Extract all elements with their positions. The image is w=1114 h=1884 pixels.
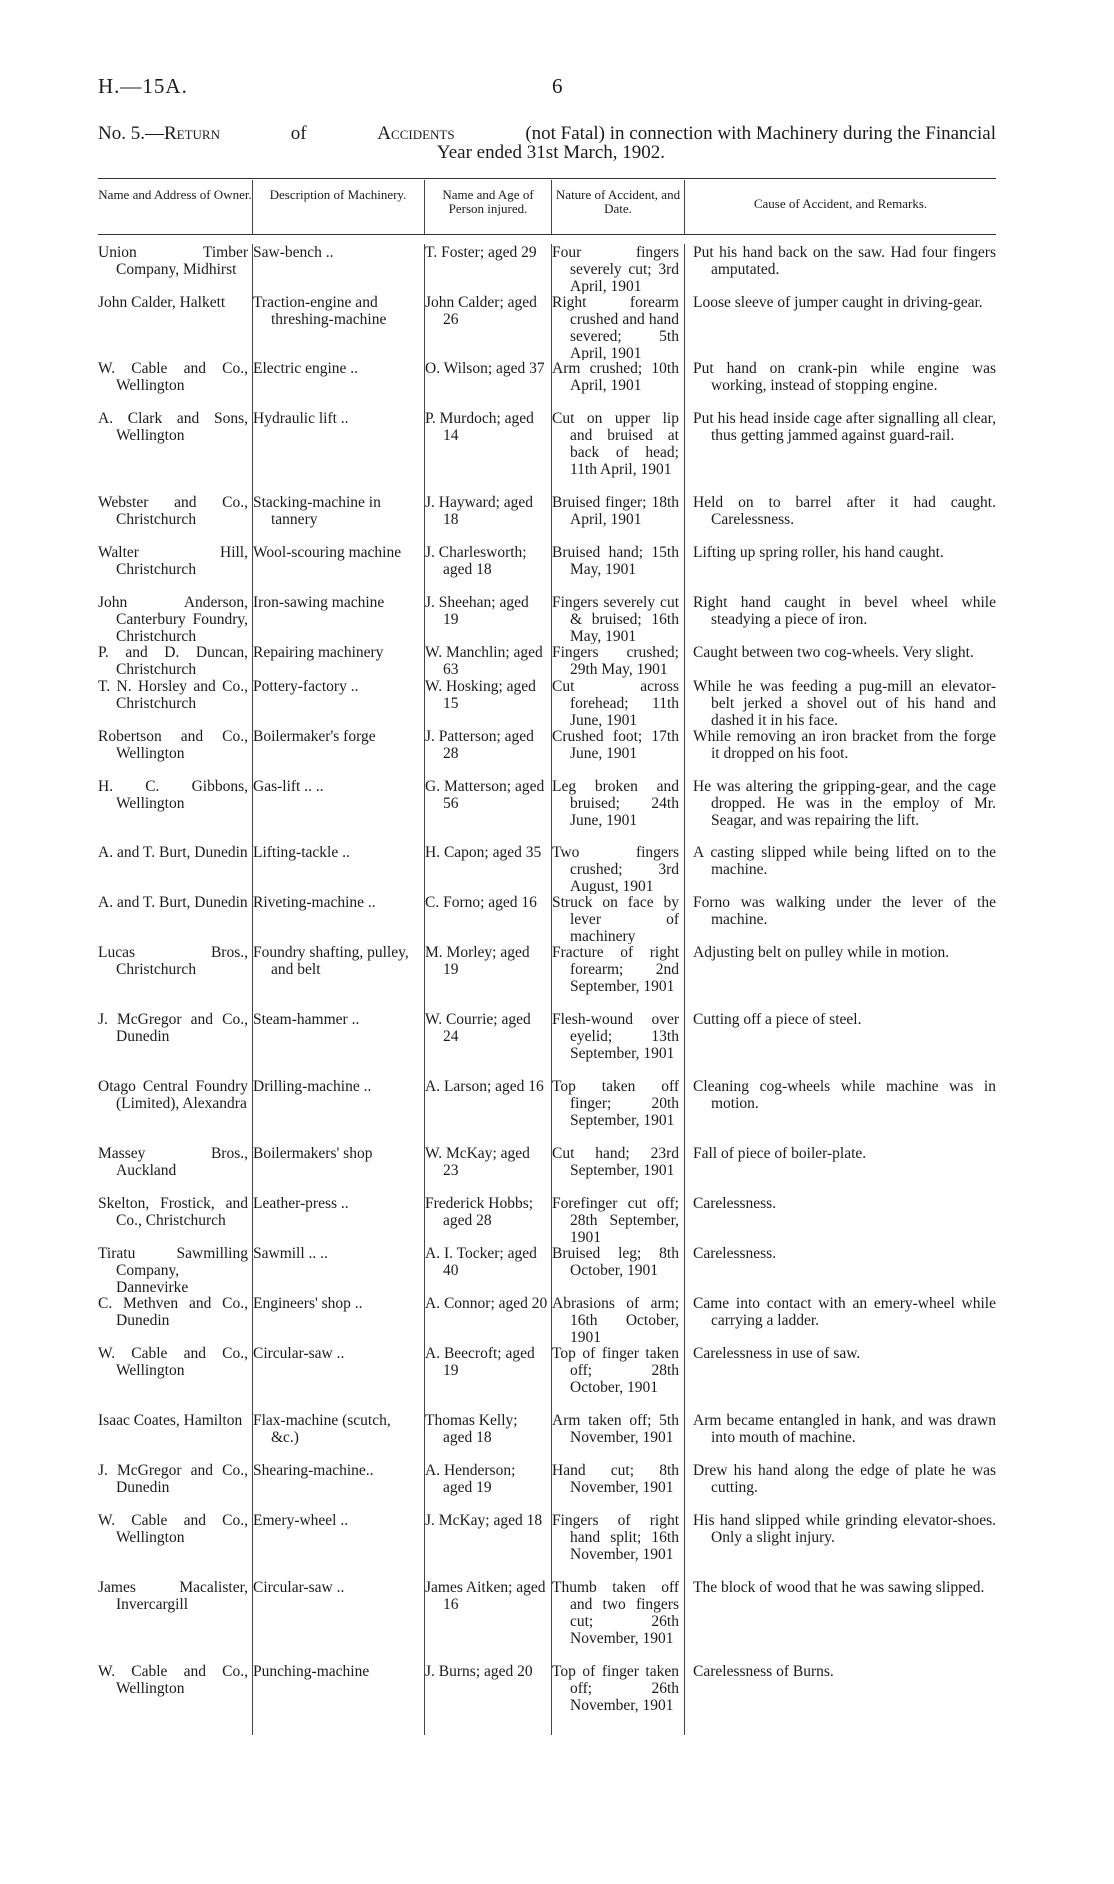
nature-cell: Abrasions of arm; 16th October, 1901 (551, 1295, 684, 1345)
column-header-nature: Nature of Accident, and Date. (555, 187, 681, 216)
nature-cell: Fingers severely cut & bruised; 16th May, 1901 (551, 594, 684, 644)
nature-cell: Right forearm crushed and hand severed; 5th April, 1901 (551, 294, 684, 360)
nature-cell: Top taken off finger; 20th September, 1901 (551, 1078, 684, 1145)
table-row (98, 1078, 996, 1145)
table-row (98, 410, 996, 494)
accidents-table (98, 244, 996, 1735)
table-row (98, 360, 996, 410)
person-cell: W. Hosking; aged 15 (424, 678, 551, 728)
nature-cell: Bruised hand; 15th May, 1901 (551, 544, 684, 594)
cause-cell: Forno was walking under the lever of the machine. (684, 894, 996, 944)
column-header-owner: Name and Address of Owner. (98, 187, 252, 202)
owner-cell: Otago Central Foundry (Limited), Alexandra (98, 1078, 248, 1112)
table-row (98, 1295, 996, 1345)
machinery-cell: Circular-saw .. (252, 1345, 424, 1412)
cause-cell: His hand slipped while grinding elevator-shoes. Only a slight injury. (684, 1512, 996, 1579)
person-cell: Frederick Hobbs; aged 28 (424, 1195, 551, 1245)
machinery-cell: Leather-press .. (252, 1195, 424, 1245)
cause-cell: Carelessness. (684, 1195, 996, 1245)
person-cell: A. Henderson; aged 19 (424, 1462, 551, 1512)
person-cell: J. Patterson; aged 28 (424, 728, 551, 778)
person-cell: J. Hayward; aged 18 (424, 494, 551, 544)
machinery-cell: Iron-sawing machine (252, 594, 424, 644)
nature-cell: Forefinger cut off; 28th September, 1901 (551, 1195, 684, 1245)
cause-cell: Drew his hand along the edge of plate he was cutting. (684, 1462, 996, 1512)
title-accidents: Accidents (377, 123, 455, 144)
cause-cell: Put his head inside cage after signalling all clear, thus getting jammed against guard-rail. (684, 410, 996, 494)
machinery-cell: Shearing-machine.. (252, 1462, 424, 1512)
cause-cell: Put hand on crank-pin while engine was working, instead of stopping engine. (684, 360, 996, 410)
nature-cell: Cut hand; 23rd September, 1901 (551, 1145, 684, 1195)
cause-cell: Held on to barrel after it had caught. Carelessness. (684, 494, 996, 544)
machinery-cell: Electric engine .. (252, 360, 424, 410)
table-row (98, 1579, 996, 1663)
table-row (98, 1512, 996, 1579)
person-cell: J. Charlesworth; aged 18 (424, 544, 551, 594)
cause-cell: The block of wood that he was sawing slipped. (684, 1579, 996, 1663)
owner-cell: John Calder, Halkett (98, 294, 226, 311)
machinery-cell: Stacking-machine in tannery (252, 494, 424, 544)
cause-cell: Cleaning cog-wheels while machine was in motion. (684, 1078, 996, 1145)
cause-cell: Carelessness. (684, 1245, 996, 1295)
cause-cell: He was altering the gripping-gear, and the cage dropped. He was in the employ of Mr. Seagar, and was repairing the lift. (684, 778, 996, 844)
person-cell: W. Manchlin; aged 63 (424, 644, 551, 678)
machinery-cell: Circular-saw .. (252, 1579, 424, 1663)
cause-cell: Right hand caught in bevel wheel while steadying a piece of iron. (684, 594, 996, 644)
cause-cell: Cutting off a piece of steel. (684, 1011, 996, 1078)
table-row (98, 778, 996, 844)
column-header-machinery: Description of Machinery. (269, 187, 407, 202)
machinery-cell: Saw-bench .. (252, 244, 424, 294)
person-cell: A. Connor; aged 20 (424, 1295, 551, 1345)
cause-cell: Adjusting belt on pulley while in motion. (684, 944, 996, 1011)
person-cell: W. McKay; aged 23 (424, 1145, 551, 1195)
column-header-cause: Cause of Accident, and Remarks. (753, 196, 928, 211)
person-cell: J. McKay; aged 18 (424, 1512, 551, 1579)
machinery-cell: Pottery-factory .. (252, 678, 424, 728)
owner-cell: W. Cable and Co., Wellington (98, 360, 248, 394)
title-prefix: No. 5.—Return (98, 123, 220, 144)
cause-cell: Loose sleeve of jumper caught in driving-gear. (684, 294, 996, 360)
title-rest: (not Fatal) in connection with Machinery during the Financial (525, 123, 996, 144)
person-cell: G. Matterson; aged 56 (424, 778, 551, 844)
machinery-cell: Sawmill .. .. (252, 1245, 424, 1295)
machinery-cell: Riveting-machine .. (252, 894, 424, 944)
nature-cell: Arm crushed; 10th April, 1901 (551, 360, 684, 410)
column-header-person: Name and Age of Person injured. (442, 187, 534, 216)
title-line-2: Year ended 31st March, 1902. (436, 142, 666, 163)
person-cell: H. Capon; aged 35 (424, 844, 551, 894)
person-cell: John Calder; aged 26 (424, 294, 551, 360)
table-row (98, 1195, 996, 1245)
person-cell: A. Beecroft; aged 19 (424, 1345, 551, 1412)
cause-cell: Arm became entangled in hank, and was drawn into mouth of machine. (684, 1412, 996, 1462)
person-cell: A. I. Tocker; aged 40 (424, 1245, 551, 1295)
nature-cell: Bruised leg; 8th October, 1901 (551, 1245, 684, 1295)
owner-cell: P. and D. Duncan, Christchurch (98, 644, 248, 678)
cause-cell: While removing an iron bracket from the forge it dropped on his foot. (684, 728, 996, 778)
machinery-cell: Engineers' shop .. (252, 1295, 424, 1345)
person-cell: James Aitken; aged 16 (424, 1579, 551, 1663)
table-row (98, 1412, 996, 1462)
machinery-cell: Foundry shafting, pulley, and belt (252, 944, 424, 1011)
machinery-cell: Boilermakers' shop (252, 1145, 424, 1195)
header-divider (252, 180, 253, 234)
table-row (98, 544, 996, 594)
nature-cell: Fingers of right hand split; 16th November, 1901 (551, 1512, 684, 1579)
machinery-cell: Drilling-machine .. (252, 1078, 424, 1145)
owner-cell: Walter Hill, Christchurch (98, 544, 248, 578)
table-row (98, 594, 996, 644)
table-row (98, 1462, 996, 1512)
cause-cell: Caught between two cog-wheels. Very slight. (684, 644, 996, 678)
owner-cell: Robertson and Co., Wellington (98, 728, 248, 762)
table-row (98, 1245, 996, 1295)
machinery-cell: Punching-machine (252, 1663, 424, 1735)
machinery-cell: Flax-machine (scutch, &c.) (252, 1412, 424, 1462)
nature-cell: Leg broken and bruised; 24th June, 1901 (551, 778, 684, 844)
header-top-rule (98, 178, 996, 179)
owner-cell: Webster and Co., Christchurch (98, 494, 248, 528)
owner-cell: A. and T. Burt, Dunedin (98, 894, 248, 911)
owner-cell: Union Timber Company, Midhirst (98, 244, 248, 278)
owner-cell: John Anderson, Canterbury Foundry, Christchurch (98, 594, 248, 644)
title-of: of (290, 123, 307, 144)
person-cell: C. Forno; aged 16 (424, 894, 551, 944)
person-cell: J. Sheehan; aged 19 (424, 594, 551, 644)
table-row (98, 894, 996, 944)
nature-cell: Arm taken off; 5th November, 1901 (551, 1412, 684, 1462)
owner-cell: W. Cable and Co., Wellington (98, 1512, 248, 1546)
cause-cell: Lifting up spring roller, his hand caught. (684, 544, 996, 594)
machinery-cell: Traction-engine and threshing-machine (252, 294, 424, 360)
cause-cell: Carelessness of Burns. (684, 1663, 996, 1735)
nature-cell: Cut across forehead; 11th June, 1901 (551, 678, 684, 728)
person-cell: Thomas Kelly; aged 18 (424, 1412, 551, 1462)
owner-cell: W. Cable and Co., Wellington (98, 1345, 248, 1379)
cause-cell: Put his hand back on the saw. Had four fingers amputated. (684, 244, 996, 294)
machinery-cell: Boilermaker's forge (252, 728, 424, 778)
machinery-cell: Repairing machinery (252, 644, 424, 678)
cause-cell: While he was feeding a pug-mill an elevator-belt jerked a shovel out of his hand and dashed it in his face. (684, 678, 996, 728)
nature-cell: Top of finger taken off; 26th November, 1901 (551, 1663, 684, 1735)
machinery-cell: Lifting-tackle .. (252, 844, 424, 894)
owner-cell: James Macalister, Invercargill (98, 1579, 248, 1613)
machinery-cell: Hydraulic lift .. (252, 410, 424, 494)
person-cell: M. Morley; aged 19 (424, 944, 551, 1011)
table-row (98, 1145, 996, 1195)
page-reference: H.—15A. (98, 74, 188, 98)
table-title (98, 124, 996, 162)
nature-cell: Crushed foot; 17th June, 1901 (551, 728, 684, 778)
table-row (98, 244, 996, 294)
nature-cell: Two fingers crushed; 3rd August, 1901 (551, 844, 684, 894)
person-cell: O. Wilson; aged 37 (424, 360, 551, 410)
person-cell: P. Murdoch; aged 14 (424, 410, 551, 494)
page-number: 6 (552, 74, 563, 98)
cause-cell: Fall of piece of boiler-plate. (684, 1145, 996, 1195)
nature-cell: Bruised finger; 18th April, 1901 (551, 494, 684, 544)
table-row (98, 494, 996, 544)
owner-cell: Massey Bros., Auckland (98, 1145, 248, 1179)
cause-cell: Carelessness in use of saw. (684, 1345, 996, 1412)
machinery-cell: Steam-hammer .. (252, 1011, 424, 1078)
nature-cell: Fracture of right forearm; 2nd September, 1901 (551, 944, 684, 1011)
machinery-cell: Gas-lift .. .. (252, 778, 424, 844)
nature-cell: Cut on upper lip and bruised at back of head; 11th April, 1901 (551, 410, 684, 494)
table-row (98, 644, 996, 678)
cause-cell: Came into contact with an emery-wheel while carrying a ladder. (684, 1295, 996, 1345)
table-row (98, 294, 996, 360)
owner-cell: A. and T. Burt, Dunedin (98, 844, 248, 861)
table-row (98, 678, 996, 728)
owner-cell: T. N. Horsley and Co., Christchurch (98, 678, 248, 712)
owner-cell: J. McGregor and Co., Dunedin (98, 1011, 248, 1045)
person-cell: T. Foster; aged 29 (424, 244, 551, 294)
owner-cell: A. Clark and Sons, Wellington (98, 410, 248, 444)
owner-cell: Lucas Bros., Christchurch (98, 944, 248, 978)
table-row (98, 1345, 996, 1412)
owner-cell: J. McGregor and Co., Dunedin (98, 1462, 248, 1496)
owner-cell: C. Methven and Co., Dunedin (98, 1295, 248, 1329)
person-cell: A. Larson; aged 16 (424, 1078, 551, 1145)
owner-cell: W. Cable and Co., Wellington (98, 1663, 248, 1697)
owner-cell: H. C. Gibbons, Wellington (98, 778, 248, 812)
nature-cell: Four fingers severely cut; 3rd April, 1901 (551, 244, 684, 294)
owner-cell: Isaac Coates, Hamilton (98, 1412, 243, 1429)
table-row (98, 1011, 996, 1078)
header-bottom-rule (98, 234, 996, 235)
nature-cell: Struck on face by lever of machinery (551, 894, 684, 944)
owner-cell: Tiratu Sawmilling Company, Dannevirke (98, 1245, 248, 1295)
nature-cell: Flesh-wound over eyelid; 13th September, 1901 (551, 1011, 684, 1078)
person-cell: W. Courrie; aged 24 (424, 1011, 551, 1078)
nature-cell: Fingers crushed; 29th May, 1901 (551, 644, 684, 678)
person-cell: J. Burns; aged 20 (424, 1663, 551, 1735)
nature-cell: Hand cut; 8th November, 1901 (551, 1462, 684, 1512)
table-row (98, 944, 996, 1011)
nature-cell: Top of finger taken off; 28th October, 1901 (551, 1345, 684, 1412)
table-row (98, 728, 996, 778)
machinery-cell: Emery-wheel .. (252, 1512, 424, 1579)
table-row (98, 844, 996, 894)
machinery-cell: Wool-scouring machine (252, 544, 424, 594)
nature-cell: Thumb taken off and two fingers cut; 26th November, 1901 (551, 1579, 684, 1663)
cause-cell: A casting slipped while being lifted on to the machine. (684, 844, 996, 894)
table-row (98, 1663, 996, 1735)
title-return: Return (163, 123, 220, 144)
owner-cell: Skelton, Frostick, and Co., Christchurch (98, 1195, 248, 1229)
